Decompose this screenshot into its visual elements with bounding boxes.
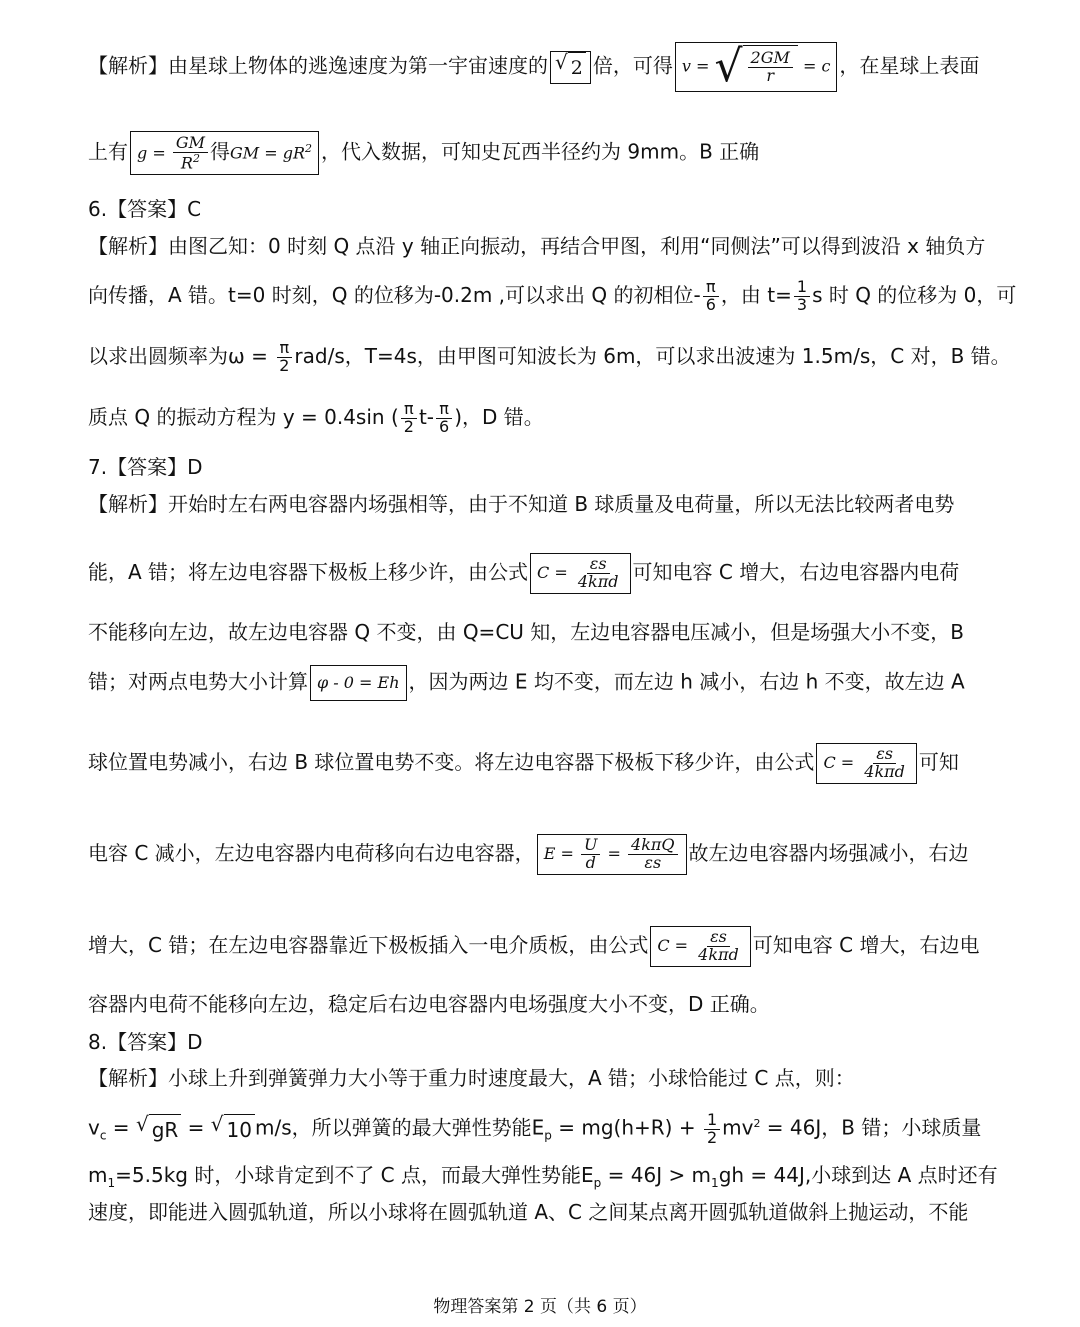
q6-line-3: 以求出圆频率为ω = $\frac{\pi}{2}$ rad/s，T=4s，由甲图可知波长为 6m，可以求出波速为 1.5m/s，C 对，B 错。 (88, 338, 1011, 375)
q8-line-2: $v_c$ = √ gR = √ 10 m/s，所以弹簧的最大弹性势能$E_p = mg(h+R)$ + $\frac{1}{2}$ $mv^2 = 46J$，B 错；小球质量 (88, 1109, 982, 1147)
q7-line-7: 增大，C 错；在左边电容器靠近下极板插入一电介质板，由公式 C = $\frac{\varepsilon s}{\text{4kπd}}$ 可知电容 C 增大，右边电 (88, 926, 979, 967)
q8-line-3: $m_1=5.5kg$ 时，小球肯定到不了 C 点，而最大弹性势能$E_p = 46J > m_1gh = 44J$,小球到达 A 点时还有 (88, 1163, 998, 1190)
q7-answer: 7.【答案】D (88, 455, 203, 479)
capacitance-formula-2: C = $\frac{\varepsilon s}{\text{4kπd}}$ (816, 743, 916, 784)
q7-line-6: 电容 C 减小，左边电容器内电荷移向右边电容器， E = $\frac{U}{d}$ = $\frac{\text{4kπQ}}{\varepsilon s}$ 故左边电容器内场强减小，右边 (88, 834, 969, 875)
potential-formula: φ - 0 = Eh (310, 665, 407, 701)
q7-line-5: 球位置电势减小，右边 B 球位置电势不变。将左边电容器下极板下移少许，由公式 C = $\frac{\varepsilon s}{\text{4kπd}}$ 可知 (88, 743, 959, 784)
q5-line-1: 【解析】由星球上物体的逃逸速度为第一宇宙速度的 √ 2 倍，可得 v = √ $\frac{2GM}{r}$ = c ，在星球上表面 (88, 41, 980, 92)
page-footer: 物理答案第 2 页（共 6 页） (433, 1297, 647, 1317)
q5-line-2: 上有 g = $\frac{GM}{R^2}$ 得GM = $gR^2$ ，代入数据，可知史瓦西半径约为 9mm。B 正确 (88, 131, 759, 175)
q7-line-3: 不能移向左边，故左边电容器 Q 不变，由 Q=CU 知，左边电容器电压减小，但是场强大小不变，B (88, 620, 964, 644)
q7-line-2: 能，A 错；将左边电容器下极板上移少许，由公式 C = $\frac{\varepsilon s}{\text{4kπd}}$ 可知电容 C 增大，右边电容器内电荷 (88, 553, 959, 594)
q6-line-2: 向传播，A 错。t=0 时刻，Q 的位移为-0.2m ,可以求出 Q 的初相位- $\frac{\pi}{6}$ ，由 t= $\frac{1}{3}$ s 时 Q 的位移为 0，可 (88, 277, 1017, 314)
gravity-formula: g = $\frac{GM}{R^2}$ 得GM = $gR^2$ (130, 131, 319, 175)
q7-line-1: 【解析】开始时左右两电容器内场强相等，由于不知道 B 球质量及电荷量，所以无法比较两者电势 (88, 492, 955, 516)
escape-velocity-formula: v = √ $\frac{2GM}{r}$ = c (675, 42, 838, 92)
q8-line-1: 【解析】小球上升到弹簧弹力大小等于重力时速度最大，A 错；小球恰能过 C 点，则： (88, 1066, 855, 1090)
field-strength-formula: E = $\frac{U}{d}$ = $\frac{\text{4kπQ}}{\varepsilon s}$ (537, 834, 687, 875)
capacitance-formula-1: C = $\frac{\varepsilon s}{\text{4kπd}}$ (530, 553, 630, 594)
q6-answer: 6.【答案】C (88, 197, 202, 221)
q8-line-4: 速度，即能进入圆弧轨道，所以小球将在圆弧轨道 A、C 之间某点离开圆弧轨道做斜上抛运动，不能 (88, 1200, 969, 1224)
q7-line-8: 容器内电荷不能移向左边，稳定后右边电容器内电场强度大小不变，D 正确。 (88, 992, 770, 1016)
capacitance-formula-3: C = $\frac{\varepsilon s}{\text{4kπd}}$ (650, 926, 750, 967)
q6-line-1: 【解析】由图乙知：0 时刻 Q 点沿 y 轴正向振动，再结合甲图，利用“同侧法”可以得到波沿 x 轴负方 (88, 234, 986, 258)
q7-line-4: 错；对两点电势大小计算 φ - 0 = Eh ，因为两边 E 均不变，而左边 h 减小，右边 h 不变，故左边 A (88, 665, 965, 701)
sqrt2-box: √ 2 (550, 51, 591, 84)
q8-answer: 8.【答案】D (88, 1030, 203, 1054)
q6-line-4: 质点 Q 的振动方程为 y = 0.4sin ( $\frac{\pi}{2}$ t- $\frac{\pi}{6}$ )，D 错。 (88, 399, 544, 436)
